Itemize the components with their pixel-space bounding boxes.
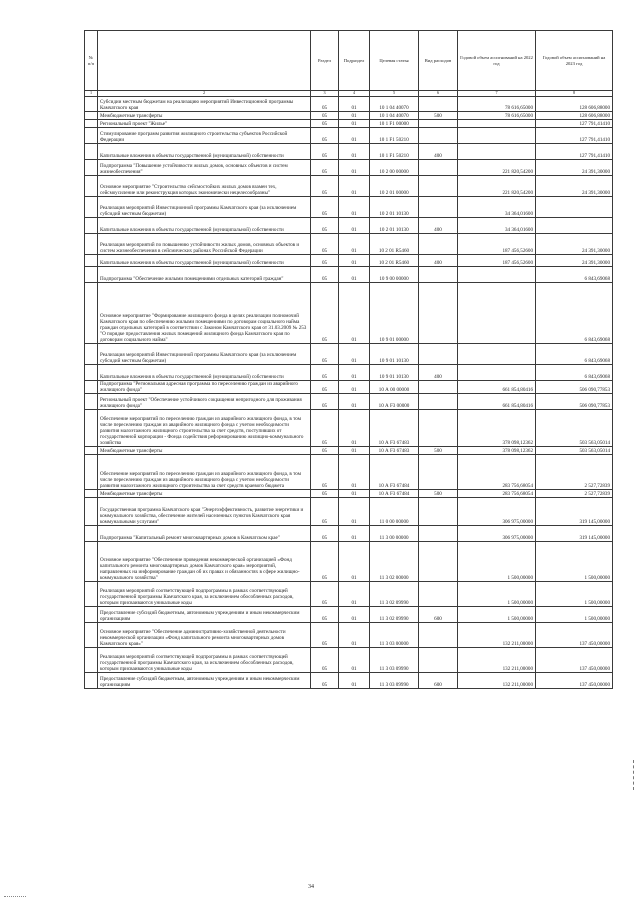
row-amount-2023: 2 527,72839	[536, 490, 613, 498]
row-section: 05	[311, 160, 339, 176]
row-num	[85, 648, 98, 673]
row-section: 05	[311, 455, 339, 490]
row-amount-2022: 1 500,00000	[458, 607, 536, 623]
row-section: 05	[311, 381, 339, 394]
row-section: 05	[311, 344, 339, 365]
row-num	[85, 112, 98, 120]
row-num	[85, 447, 98, 455]
table-row	[85, 176, 613, 197]
row-amount-2022: 283 756,68054	[458, 455, 536, 490]
row-target: 10 1 F1 50210	[370, 144, 419, 160]
row-target: 10 1 04 40070	[370, 97, 419, 112]
row-amount-2023: 128 606,88000	[536, 97, 613, 112]
row-name: Подпрограмма "Обеспечение жилыми помещениями отдельных категорий граждан"	[98, 267, 311, 283]
row-section: 05	[311, 673, 339, 689]
table-row	[85, 128, 613, 144]
row-section: 05	[311, 144, 339, 160]
row-target: 11 3 02 00000	[370, 542, 419, 582]
table-row	[85, 234, 613, 255]
row-target: 10 А 00 00000	[370, 381, 419, 394]
table-row	[85, 112, 613, 120]
row-amount-2023: 1 500,00000	[536, 607, 613, 623]
row-expense-type	[419, 128, 458, 144]
row-subsection: 01	[339, 234, 370, 255]
row-amount-2022: 132 211,00000	[458, 673, 536, 689]
row-target: 10 2 01 00000	[370, 176, 419, 197]
row-amount-2023: 1 500,00000	[536, 542, 613, 582]
row-amount-2023: 506 090,77853	[536, 394, 613, 410]
row-amount-2023: 24 391,30000	[536, 160, 613, 176]
row-name: Субсидии местным бюджетам на реализацию мероприятий Инвестиционной программы Камчатского края	[98, 97, 311, 112]
colnum-4: 4	[339, 91, 370, 97]
row-num	[85, 234, 98, 255]
row-subsection: 01	[339, 526, 370, 542]
row-name: Региональный проект "Жилье"	[98, 120, 311, 128]
row-section: 05	[311, 542, 339, 582]
row-num	[85, 673, 98, 689]
row-expense-type: 600	[419, 673, 458, 689]
row-expense-type	[419, 381, 458, 394]
row-section: 05	[311, 410, 339, 447]
row-amount-2023: 24 391,30000	[536, 255, 613, 267]
row-amount-2022: 306 975,00000	[458, 526, 536, 542]
row-amount-2023: 319 145,00000	[536, 526, 613, 542]
table-row	[85, 255, 613, 267]
row-amount-2022: 378 098,12362	[458, 447, 536, 455]
row-target: 11 3 02 09990	[370, 607, 419, 623]
row-expense-type	[419, 526, 458, 542]
row-name: Реализация мероприятий Инвестиционной программы Камчатского края (за исключением субсидий местным бюджетам)	[98, 344, 311, 365]
row-name: Основное мероприятие "Обеспечение проведения некоммерческой организацией «Фонд капитального ремонта многоквартирных домов Камчатского края» мероприятий, направленных на информирование граждан об их правах и обязанностях в сфере жилищно-коммунального хозяйства"	[98, 542, 311, 582]
header-name	[98, 31, 311, 91]
row-section: 05	[311, 365, 339, 381]
row-subsection: 01	[339, 673, 370, 689]
row-amount-2022: 378 098,12362	[458, 410, 536, 447]
row-subsection: 01	[339, 144, 370, 160]
row-subsection: 01	[339, 582, 370, 607]
table-row	[85, 160, 613, 176]
row-target: 10 1 04 40070	[370, 112, 419, 120]
row-amount-2022: 187 456,52600	[458, 255, 536, 267]
row-name: Подпрограмма "Повышение устойчивости жилых домов, основных объектов и систем жизнеобеспечения"	[98, 160, 311, 176]
row-section: 05	[311, 623, 339, 648]
row-num	[85, 128, 98, 144]
row-amount-2023: 1 500,00000	[536, 582, 613, 607]
row-amount-2023: 24 391,30000	[536, 234, 613, 255]
header-row	[85, 31, 613, 91]
row-subsection: 01	[339, 623, 370, 648]
table-row	[85, 120, 613, 128]
colnum-7: 7	[458, 91, 536, 97]
row-amount-2023: 127 791,41410	[536, 144, 613, 160]
row-amount-2023	[536, 218, 613, 234]
row-expense-type	[419, 455, 458, 490]
table-body	[85, 97, 613, 689]
table-row	[85, 526, 613, 542]
row-name: Подпрограмма "Капитальный ремонт многоквартирных домов в Камчатском крае"	[98, 526, 311, 542]
row-num	[85, 455, 98, 490]
row-expense-type: 500	[419, 112, 458, 120]
row-num	[85, 97, 98, 112]
row-subsection: 01	[339, 410, 370, 447]
table-row	[85, 283, 613, 344]
row-amount-2022: 661 854,80416	[458, 394, 536, 410]
row-name: Межбюджетные трансферты	[98, 490, 311, 498]
row-section: 05	[311, 234, 339, 255]
row-name: Основное мероприятие "Обеспечение административно-хозяйственной деятельности некоммерческой организации «Фонд капитального ремонта многоквартирных домов Камчатского края»"	[98, 623, 311, 648]
colnum-6: 6	[419, 91, 458, 97]
row-expense-type: 400	[419, 255, 458, 267]
row-amount-2022: 1 500,00000	[458, 582, 536, 607]
row-num	[85, 218, 98, 234]
row-section: 05	[311, 267, 339, 283]
row-section: 05	[311, 197, 339, 218]
row-subsection: 01	[339, 128, 370, 144]
row-num	[85, 526, 98, 542]
table-row	[85, 673, 613, 689]
row-amount-2023: 137 450,00000	[536, 648, 613, 673]
row-num	[85, 283, 98, 344]
row-amount-2023: 6 843,69068	[536, 365, 613, 381]
row-name: Государственная программа Камчатского края "Энергоэффективность, развитие энергетики и коммунального хозяйства, обеспечение жителей населенных пунктов Камчатского края коммунальными услугами"	[98, 498, 311, 526]
row-expense-type	[419, 542, 458, 582]
row-name: Стимулирование программ развития жилищного строительства субъектов Российской Федерации	[98, 128, 311, 144]
row-name: Основное мероприятие "Строительство сейсмостойких жилых домов взамен тех, сейсмоусиление или реконструкция которых экономически нецелесообразны"	[98, 176, 311, 197]
table-row	[85, 97, 613, 112]
row-num	[85, 582, 98, 607]
row-name: Реализация мероприятий соответствующей подпрограммы в рамках соответствующей государственной программы Камчатского края, за исключением обособленных расходов, которым присваиваются уникальные коды	[98, 648, 311, 673]
row-expense-type	[419, 120, 458, 128]
row-subsection: 01	[339, 112, 370, 120]
row-target: 10 1 F1 00000	[370, 120, 419, 128]
row-target: 10 9 01 10130	[370, 365, 419, 381]
row-section: 05	[311, 526, 339, 542]
row-section: 05	[311, 648, 339, 673]
row-num	[85, 267, 98, 283]
row-subsection: 01	[339, 455, 370, 490]
table-row	[85, 365, 613, 381]
row-amount-2022: 34 364,01600	[458, 218, 536, 234]
row-name: Подпрограмма "Региональная адресная программа по переселению граждан из аварийного жилищного фонда"	[98, 381, 311, 394]
row-subsection: 01	[339, 498, 370, 526]
row-subsection: 01	[339, 490, 370, 498]
row-section: 05	[311, 283, 339, 344]
row-amount-2023: 127 791,41410	[536, 120, 613, 128]
row-subsection: 01	[339, 607, 370, 623]
colnum-1: 1	[85, 91, 98, 97]
header-expense-type: Вид расходов	[419, 31, 458, 91]
table-row	[85, 410, 613, 447]
row-target: 10 2 01 R5460	[370, 234, 419, 255]
row-section: 05	[311, 582, 339, 607]
row-target: 10 9 00 00000	[370, 267, 419, 283]
row-target: 11 3 02 09990	[370, 582, 419, 607]
row-amount-2023: 319 145,00000	[536, 498, 613, 526]
row-target: 10 А F3 67483	[370, 447, 419, 455]
row-subsection: 01	[339, 255, 370, 267]
row-target: 10 9 01 00000	[370, 283, 419, 344]
row-num	[85, 160, 98, 176]
header-section: Раздел	[311, 31, 339, 91]
row-section: 05	[311, 447, 339, 455]
row-subsection: 01	[339, 344, 370, 365]
table-row	[85, 490, 613, 498]
header-2023: Годовой объем ассигнований на 2023 год	[536, 31, 613, 91]
row-amount-2022: 34 364,01600	[458, 197, 536, 218]
row-subsection: 01	[339, 160, 370, 176]
row-amount-2023: 2 527,72839	[536, 455, 613, 490]
row-name: Межбюджетные трансферты	[98, 447, 311, 455]
table-row	[85, 197, 613, 218]
row-amount-2023: 6 843,69068	[536, 267, 613, 283]
row-name: Капитальные вложения в объекты государственной (муниципальной) собственности	[98, 144, 311, 160]
row-section: 05	[311, 112, 339, 120]
row-target: 11 0 00 00000	[370, 498, 419, 526]
row-target: 10 А F3 67483	[370, 410, 419, 447]
row-amount-2023: 506 090,77853	[536, 381, 613, 394]
row-expense-type	[419, 498, 458, 526]
row-amount-2022: 132 211,00000	[458, 623, 536, 648]
row-target: 10 2 01 10130	[370, 197, 419, 218]
row-num	[85, 144, 98, 160]
row-expense-type	[419, 582, 458, 607]
row-name: Капитальные вложения в объекты государственной (муниципальной) собственности	[98, 218, 311, 234]
row-amount-2022: 187 456,52600	[458, 234, 536, 255]
row-subsection: 01	[339, 542, 370, 582]
row-expense-type: 600	[419, 607, 458, 623]
row-name: Обеспечение мероприятий по переселению граждан из аварийного жилищного фонда, в том числе переселению граждан из аварийного жилищного фонда с учетом необходимости развития малоэтажного жилищного строительства за счет средств, поступивших от государственной корпорации - Фонда содействия реформированию жилищно-коммунального хозяйства	[98, 410, 311, 447]
row-section: 05	[311, 218, 339, 234]
row-amount-2023: 6 843,69068	[536, 344, 613, 365]
scan-edge-mark	[633, 760, 635, 790]
row-subsection: 01	[339, 394, 370, 410]
row-expense-type	[419, 234, 458, 255]
row-section: 05	[311, 255, 339, 267]
row-section: 05	[311, 97, 339, 112]
row-subsection: 01	[339, 267, 370, 283]
row-subsection: 01	[339, 648, 370, 673]
row-name: Предоставление субсидий бюджетным, автономным учреждениям и иным некоммерческим организациям	[98, 673, 311, 689]
row-expense-type	[419, 197, 458, 218]
table-row	[85, 267, 613, 283]
row-amount-2022: 306 975,00000	[458, 498, 536, 526]
row-num	[85, 410, 98, 447]
row-amount-2022: 661 854,80416	[458, 381, 536, 394]
colnum-2: 2	[98, 91, 311, 97]
row-expense-type	[419, 283, 458, 344]
scan-corner-mark	[4, 896, 26, 897]
row-num	[85, 623, 98, 648]
row-amount-2023: 127 791,41410	[536, 128, 613, 144]
table-row	[85, 344, 613, 365]
colnum-8: 8	[536, 91, 613, 97]
colnum-3: 3	[311, 91, 339, 97]
row-amount-2022	[458, 267, 536, 283]
row-expense-type: 400	[419, 218, 458, 234]
table-row	[85, 455, 613, 490]
row-section: 05	[311, 176, 339, 197]
row-name: Реализация мероприятий по повышению устойчивости жилых домов, основных объектов и систем жизнеобеспечения в сейсмических районах Российской Федерации	[98, 234, 311, 255]
row-expense-type	[419, 344, 458, 365]
row-amount-2022: 132 211,00000	[458, 648, 536, 673]
row-amount-2023: 503 563,05014	[536, 410, 613, 447]
row-amount-2022: 221 820,54200	[458, 160, 536, 176]
header-num: № п/п	[85, 31, 98, 91]
row-expense-type	[419, 176, 458, 197]
row-target: 10 2 01 10130	[370, 218, 419, 234]
table-row	[85, 447, 613, 455]
row-amount-2022: 78 616,65000	[458, 112, 536, 120]
row-amount-2022	[458, 144, 536, 160]
row-subsection: 01	[339, 381, 370, 394]
row-expense-type	[419, 648, 458, 673]
table-row	[85, 607, 613, 623]
row-expense-type: 500	[419, 490, 458, 498]
row-amount-2023	[536, 197, 613, 218]
row-num	[85, 490, 98, 498]
table-row	[85, 218, 613, 234]
table-row	[85, 542, 613, 582]
row-subsection: 01	[339, 365, 370, 381]
row-amount-2022	[458, 283, 536, 344]
row-section: 05	[311, 498, 339, 526]
page-number: 34	[308, 884, 314, 890]
row-num	[85, 120, 98, 128]
row-expense-type: 500	[419, 447, 458, 455]
row-num	[85, 197, 98, 218]
row-subsection: 01	[339, 120, 370, 128]
row-target: 11 3 00 00000	[370, 526, 419, 542]
table-row	[85, 381, 613, 394]
row-subsection: 01	[339, 197, 370, 218]
row-target: 11 3 03 09990	[370, 648, 419, 673]
header-target: Целевая статья	[370, 31, 419, 91]
row-section: 05	[311, 490, 339, 498]
row-num	[85, 542, 98, 582]
row-subsection: 01	[339, 283, 370, 344]
row-name: Капитальные вложения в объекты государственной (муниципальной) собственности	[98, 255, 311, 267]
row-num	[85, 394, 98, 410]
row-target: 10 А F3 67484	[370, 455, 419, 490]
row-num	[85, 381, 98, 394]
row-name: Основное мероприятие "Формирование жилищного фонда в целях реализации полномочий Камчатского края по обеспечению жилыми помещениями по договорам социального найма граждан отдельных категорий в соответствии с Законом Камчатского края от 31.03.2009 № 253 "О порядке предоставления жилых помещений жилищного фонда Камчатского края по договорам социального найма"	[98, 283, 311, 344]
row-subsection: 01	[339, 218, 370, 234]
row-section: 05	[311, 120, 339, 128]
row-amount-2022	[458, 344, 536, 365]
row-num	[85, 498, 98, 526]
row-amount-2022: 221 820,54200	[458, 176, 536, 197]
row-amount-2023: 128 606,88000	[536, 112, 613, 120]
header-subsection: Подраздел	[339, 31, 370, 91]
row-target: 11 3 03 09990	[370, 673, 419, 689]
row-expense-type: 400	[419, 365, 458, 381]
row-amount-2023: 6 843,69068	[536, 283, 613, 344]
table-row	[85, 498, 613, 526]
row-target: 10 А F3 00000	[370, 394, 419, 410]
colnum-5: 5	[370, 91, 419, 97]
row-target: 10 1 F1 50210	[370, 128, 419, 144]
row-section: 05	[311, 607, 339, 623]
budget-table	[84, 30, 613, 689]
header-2022: Годовой объем ассигнований на 2022 год	[458, 31, 536, 91]
row-amount-2022	[458, 365, 536, 381]
table-row	[85, 394, 613, 410]
row-amount-2022	[458, 120, 536, 128]
row-expense-type	[419, 623, 458, 648]
table-row	[85, 648, 613, 673]
row-amount-2022: 78 616,65000	[458, 97, 536, 112]
row-section: 05	[311, 394, 339, 410]
row-num	[85, 255, 98, 267]
row-expense-type	[419, 160, 458, 176]
row-name: Реализация мероприятий Инвестиционной программы Камчатского края (за исключением субсидий местным бюджетам)	[98, 197, 311, 218]
row-name: Региональный проект "Обеспечение устойчивого сокращения непригодного для проживания жилищного фонда"	[98, 394, 311, 410]
row-subsection: 01	[339, 447, 370, 455]
row-amount-2023: 503 563,05014	[536, 447, 613, 455]
row-name: Межбюджетные трансферты	[98, 112, 311, 120]
row-expense-type	[419, 410, 458, 447]
row-subsection: 01	[339, 176, 370, 197]
row-name: Реализация мероприятий соответствующей подпрограммы в рамках соответствующей государственной программы Камчатского края, за исключением обособленных расходов, которым присваиваются уникальные коды	[98, 582, 311, 607]
row-num	[85, 607, 98, 623]
row-subsection: 01	[339, 97, 370, 112]
row-name: Обеспечение мероприятий по переселению граждан из аварийного жилищного фонда, в том числе переселению граждан из аварийного жилищного фонда с учетом необходимости развития малоэтажного жилищного строительства за счет средств краевого бюджета	[98, 455, 311, 490]
row-name: Предоставление субсидий бюджетным, автономным учреждениям и иным некоммерческим организациям	[98, 607, 311, 623]
row-expense-type	[419, 267, 458, 283]
row-amount-2023: 137 450,00000	[536, 623, 613, 648]
table-row	[85, 582, 613, 607]
row-num	[85, 344, 98, 365]
table-row	[85, 144, 613, 160]
row-target: 10 2 01 R5460	[370, 255, 419, 267]
row-num	[85, 176, 98, 197]
row-target: 10 А F3 67484	[370, 490, 419, 498]
row-target: 10 2 00 00000	[370, 160, 419, 176]
row-name: Капитальные вложения в объекты государственной (муниципальной) собственности	[98, 365, 311, 381]
row-target: 11 3 03 00000	[370, 623, 419, 648]
row-amount-2022	[458, 128, 536, 144]
row-amount-2022: 283 756,68054	[458, 490, 536, 498]
row-expense-type: 400	[419, 144, 458, 160]
row-num	[85, 365, 98, 381]
row-amount-2023: 137 450,00000	[536, 673, 613, 689]
row-amount-2023: 24 391,30000	[536, 176, 613, 197]
row-expense-type	[419, 97, 458, 112]
row-amount-2022: 1 500,00000	[458, 542, 536, 582]
row-section: 05	[311, 128, 339, 144]
table-row	[85, 623, 613, 648]
row-expense-type	[419, 394, 458, 410]
row-target: 10 9 01 10130	[370, 344, 419, 365]
